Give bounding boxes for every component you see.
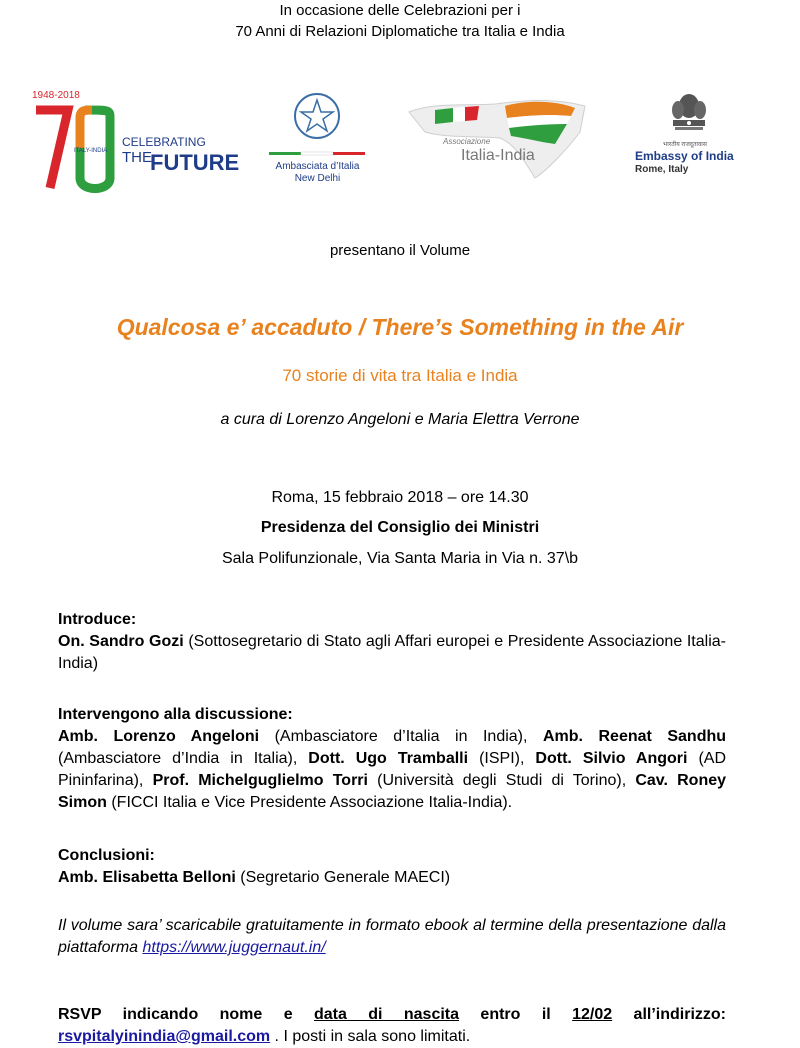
speaker-role: (Università degli Studi di Torino), [367,772,636,789]
logo-embassy-of-india [635,92,775,192]
intervengono-text [58,726,726,814]
presentano-text: presentano il Volume [329,242,471,259]
ebook-text: Il volume sara’ scaricabile gratuitamente in formato ebook al termine della presentazione dalla piattaforma [58,917,726,956]
introduce-text [58,631,726,675]
logo-70-years [30,88,240,198]
rsvp-section [58,1004,726,1048]
rsvp-text: RSVP indicando nome e [58,1006,314,1023]
book-title: Qualcosa e’ accaduto / There’s Something in the Air [116,314,684,340]
ambasciata-line-1: Ambasciata d’Italia [275,161,360,172]
logo-ambasciata-italia [265,86,370,196]
intervengono-heading: Intervengono alla discussione: [58,706,293,723]
juggernaut-link[interactable]: https://www.juggernaut.in/ [142,939,326,956]
introduce-section [58,609,726,675]
header-line-1: In occasione delle Celebrazioni per i [279,2,521,19]
speaker-name: Amb. Reenat Sandhu [542,728,727,745]
rsvp-email-link[interactable]: rsvpitalyinindia@gmail.com [58,1028,271,1045]
svg-text:ITALY-INDIA: ITALY-INDIA [74,148,108,154]
speaker-role: (FICCI Italia e Vice Presidente Associazione Italia-India). [106,794,513,811]
speaker-name: Cav. Roney Simon [58,772,727,811]
logo-70-graphic [30,88,240,198]
introduce-heading: Introduce: [58,611,137,628]
svg-text:CELEBRATING: CELEBRATING [122,135,206,149]
italia-india-map-icon [405,92,590,182]
speaker-name: Prof. Michelguglielmo Torri [152,772,368,789]
rsvp-email-line [58,1026,726,1048]
ashoka-emblem-icon [659,92,719,136]
book-editors: a cura di Lorenzo Angeloni e Maria Elettra Verrone [220,411,580,428]
embassy-line-2: Rome, Italy [635,164,689,175]
embassy-hindi-text: भारतीय राजदूतावास [663,142,707,148]
conclusioni-role: (Segretario Generale MAECI) [235,869,451,886]
conclusioni-name: Amb. Elisabetta Belloni [58,869,236,886]
header-line-2: 70 Anni di Relazioni Diplomatiche tra Italia e India [235,23,565,40]
rsvp-line [58,1004,726,1026]
speaker-role: (Ambasciatore d’Italia in India), [259,728,543,745]
svg-text:1948-2018: 1948-2018 [32,90,80,101]
conclusioni-text [58,867,726,889]
svg-text:Associazione: Associazione [443,137,491,146]
book-subtitle: 70 storie di vita tra Italia e India [282,366,518,385]
speaker-role: (Ambasciatore d’India in Italia), [58,750,309,767]
rsvp-deadline: 12/02 [572,1006,613,1023]
conclusioni-heading: Conclusioni: [58,847,155,864]
logo-associazione-italia-india [405,92,590,182]
introduce-role: (Sottosegretario di Stato agli Affari europei e Presidente Associazione Italia-India) [58,633,726,672]
conclusioni-section [58,845,726,889]
speaker-name: Dott. Ugo Tramballi [308,750,469,767]
event-venue: Presidenza del Consiglio dei Ministri [260,519,540,536]
ebook-note [58,915,726,959]
svg-text:FUTURE: FUTURE [150,150,240,175]
introduce-name: On. Sandro Gozi [58,633,184,650]
svg-text:Italia-India: Italia-India [461,147,535,164]
italian-emblem-icon [265,86,370,156]
speaker-name: Amb. Lorenzo Angeloni [58,728,260,745]
ambasciata-line-2: New Delhi [294,173,341,184]
rsvp-limited-note: . I posti in sala sono limitati. [270,1028,471,1045]
speaker-role: (AD Pininfarina), [58,750,727,789]
intervengono-section [58,704,726,814]
speaker-name: Dott. Silvio Angori [535,750,688,767]
embassy-line-1: Embassy of India [635,149,734,163]
event-room: Sala Polifunzionale, Via Santa Maria in Via n. 37\b [221,550,579,567]
rsvp-birthdate: data di nascita [313,1006,460,1023]
rsvp-text: entro il [459,1006,573,1023]
event-date: Roma, 15 febbraio 2018 – ore 14.30 [271,489,529,506]
speaker-role: (ISPI), [468,750,536,767]
rsvp-text: all’indirizzo: [612,1006,726,1023]
svg-text:THE: THE [122,149,152,166]
